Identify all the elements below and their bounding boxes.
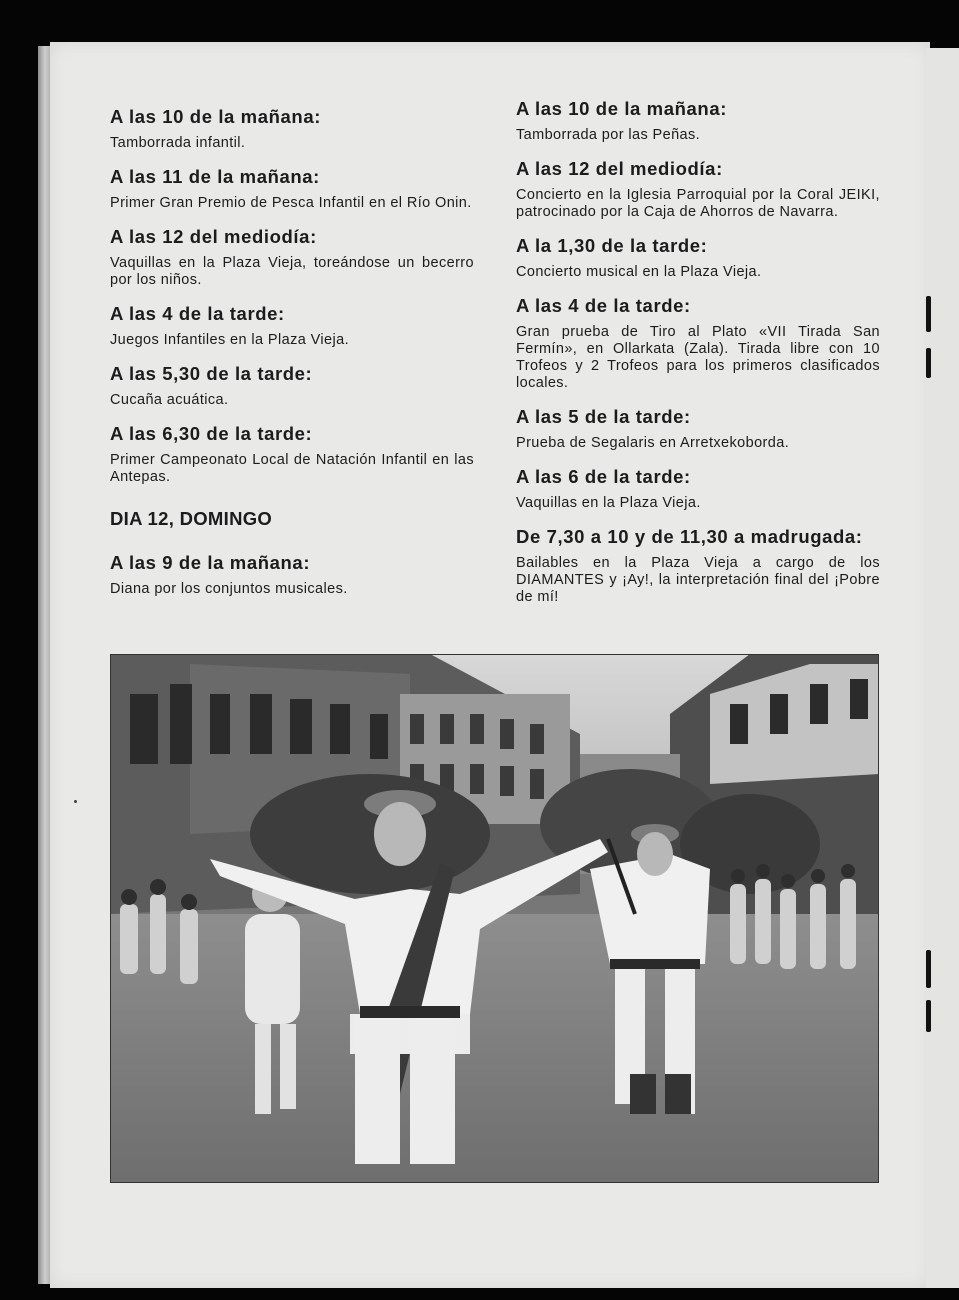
binder-mark <box>926 348 931 378</box>
schedule-left-column <box>110 106 474 612</box>
entry-time-heading: A las 6 de la tarde: <box>516 466 691 487</box>
schedule-entry <box>516 235 880 281</box>
entry-time-heading: A las 11 de la mañana: <box>110 166 320 187</box>
binder-mark <box>926 296 931 332</box>
binder-mark <box>926 950 931 988</box>
schedule-entry <box>110 363 474 409</box>
entry-description: Primer Campeonato Local de Natación Infantil en las Antepas. <box>110 452 474 485</box>
schedule-entry <box>516 158 880 221</box>
next-page-edge <box>926 48 959 1288</box>
schedule-entry <box>516 98 880 144</box>
entry-time-heading: A las 6,30 de la tarde: <box>110 423 313 444</box>
entry-description: Vaquillas en la Plaza Vieja, toreándose un becerro por los niños. <box>110 255 474 288</box>
day-heading: DIA 12, DOMINGO <box>110 508 273 529</box>
schedule-entry <box>110 166 474 212</box>
schedule-entry <box>516 526 880 606</box>
entry-description: Juegos Infantiles en la Plaza Vieja. <box>110 332 350 348</box>
dancers-photo <box>110 654 879 1183</box>
entry-time-heading: A las 12 del mediodía: <box>516 158 723 179</box>
entry-description: Gran prueba de Tiro al Plato «VII Tirada San Fermín», en Ollarkata (Zala). Tirada libre con 10 Trofeos y 2 Trofeos para los primeros clasificados locales. <box>516 324 880 391</box>
entry-time-heading: A las 10 de la mañana: <box>110 106 321 127</box>
entry-description: Vaquillas en la Plaza Vieja. <box>516 495 701 511</box>
entry-time-heading: A la 1,30 de la tarde: <box>516 235 708 256</box>
schedule-entry <box>110 226 474 289</box>
schedule-entry <box>110 423 474 486</box>
entry-description: Concierto musical en la Plaza Vieja. <box>516 264 762 280</box>
entry-time-heading: A las 4 de la tarde: <box>516 295 691 316</box>
entry-description: Bailables en la Plaza Vieja a cargo de los DIAMANTES y ¡Ay!, la interpretación final del ¡Pobre de mí! <box>516 555 880 605</box>
paper-speck <box>74 800 77 803</box>
schedule-entry <box>110 106 474 152</box>
schedule-entry <box>110 303 474 349</box>
binder-mark <box>926 1000 931 1032</box>
entry-description: Prueba de Segalaris en Arretxekoborda. <box>516 435 790 451</box>
entry-time-heading: A las 9 de la mañana: <box>110 552 311 573</box>
entry-time-heading: De 7,30 a 10 y de 11,30 a madrugada: <box>516 526 863 547</box>
entry-time-heading: A las 12 del mediodía: <box>110 226 317 247</box>
entry-time-heading: A las 5,30 de la tarde: <box>110 363 313 384</box>
entry-description: Cucaña acuática. <box>110 392 229 408</box>
schedule-entry <box>516 466 880 512</box>
entry-description: Primer Gran Premio de Pesca Infantil en el Río Onin. <box>110 195 472 211</box>
entry-time-heading: A las 5 de la tarde: <box>516 406 691 427</box>
entry-description: Tamborrada por las Peñas. <box>516 127 701 143</box>
entry-description: Concierto en la Iglesia Parroquial por la Coral JEIKI, patrocinado por la Caja de Ahorros de Navarra. <box>516 187 880 220</box>
entry-time-heading: A las 10 de la mañana: <box>516 98 727 119</box>
schedule-entry <box>516 295 880 392</box>
schedule-entry <box>516 406 880 452</box>
schedule-entry <box>110 552 474 598</box>
entry-description: Diana por los conjuntos musicales. <box>110 581 348 597</box>
entry-time-heading: A las 4 de la tarde: <box>110 303 285 324</box>
entry-description: Tamborrada infantil. <box>110 135 246 151</box>
schedule-right-column <box>516 98 880 620</box>
